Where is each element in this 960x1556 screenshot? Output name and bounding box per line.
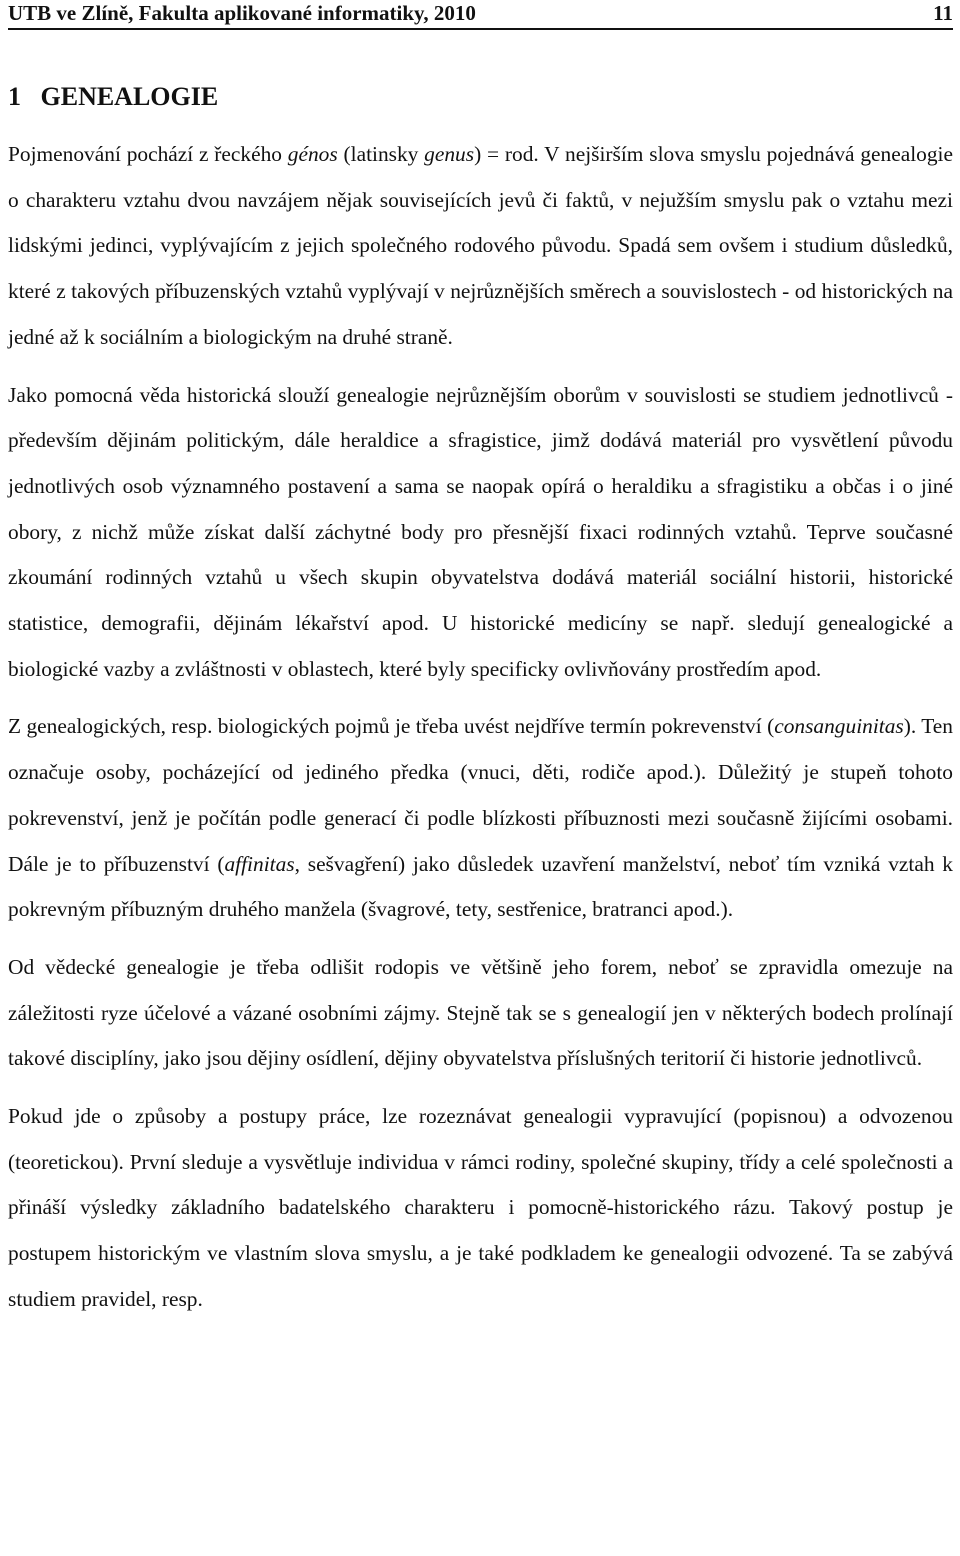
text-run: Pojmenování pochází z řeckého	[8, 142, 288, 166]
italic-term: génos	[287, 142, 338, 166]
chapter-title: GENEALOGIE	[40, 82, 219, 111]
document-page	[8, 0, 953, 1323]
body-text	[8, 132, 953, 1323]
text-run: ) = rod. V nejširším slova smyslu pojednává genealogie o charakteru vztahu dvou navzájem nějak souvisejících jevů či faktů, v nejužším smyslu pak o vztahu mezi lidskými jedinci, vyplývajícím z jejich společného rodového původu. Spadá sem ovšem i studium důsledků, které z takových příbuzenských vztahů vyplývají v nejrůznějších směrech a souvislostech - od historických na jedné až k sociálním a biologickým na druhé straně.	[8, 142, 953, 349]
text-run: Pokud jde o způsoby a postupy práce, lze rozeznávat genealogii vypravující (popisnou) a odvozenou (teoretickou). První sleduje a vysvětluje individua v rámci rodiny, společné skupiny, třídy a celé společnosti a přináší výsledky základního badatelského charakteru i pomocně-historického rázu. Takový postup je postupem historickým ve vlastním slova smyslu, a je také podkladem ke genealogii odvozené. Ta se zabývá studiem pravidel, resp.	[8, 1104, 953, 1311]
text-run: ). Ten označuje osoby, pocházející od jediného předka (vnuci, děti, rodiče apod.). Důležitý je stupeň tohoto pokrevenství, jenž je počítán podle generací či podle blízkosti příbuznosti mezi současně žijícími osobami. Dále je to příbuzenství (	[8, 714, 953, 876]
italic-term: genus	[424, 142, 475, 166]
text-run: Od vědecké genealogie je třeba odlišit rodopis ve většině jeho forem, neboť se zpravidla omezuje na záležitosti ryze účelové a vázané osobními zájmy. Stejně tak se s genealogií jen v některých bodech prolínají takové disciplíny, jako jsou dějiny osídlení, dějiny obyvatelstva příslušných teritorií či historie jednotlivců.	[8, 954, 953, 1071]
paragraph	[8, 945, 953, 1082]
text-run: Z genealogických, resp. biologických pojmů je třeba uvést nejdříve termín pokrevenství (	[8, 714, 775, 739]
paragraph	[8, 704, 953, 933]
text-run: Jako pomocná věda historická slouží genealogie nejrůznějším oborům v souvislosti se studiem jednotlivců - především dějinám politickým, dále heraldice a sfragistice, jimž dodává materiál pro vysvětlení původu jednotlivých osob významného postavení a sama se naopak opírá o heraldiku a sfragistiku a občas i o jiné obory, z nichž může získat další záchytné body pro přesnější fixaci rodinných vztahů. Teprve současné zkoumání rodinných vztahů u všech skupin obyvatelstva dodává materiál sociální historii, historické statistice, demografii, dějinám lékařství apod. U historické medicíny se např. sledují genealogické a biologické vazby a zvláštnosti v oblastech, které byly specificky ovlivňovány prostředím apod.	[8, 382, 953, 681]
chapter-heading	[8, 82, 953, 112]
italic-term: consanguinitas	[774, 714, 904, 739]
page-number: 11	[933, 1, 953, 25]
running-header	[8, 0, 953, 30]
paragraph	[8, 132, 953, 361]
text-run: , sešvagření) jako důsledek uzavření manželství, neboť tím vzniká vztah k pokrevným příbuzným druhého manžela (švagrové, tety, sestřenice, bratranci apod.).	[8, 851, 953, 922]
text-run: (latinsky	[337, 142, 425, 166]
paragraph	[8, 373, 953, 693]
header-title: UTB ve Zlíně, Fakulta aplikované informatiky, 2010	[8, 1, 476, 25]
italic-term: affinitas	[224, 851, 295, 876]
chapter-number: 1	[8, 82, 21, 111]
paragraph	[8, 1094, 953, 1323]
